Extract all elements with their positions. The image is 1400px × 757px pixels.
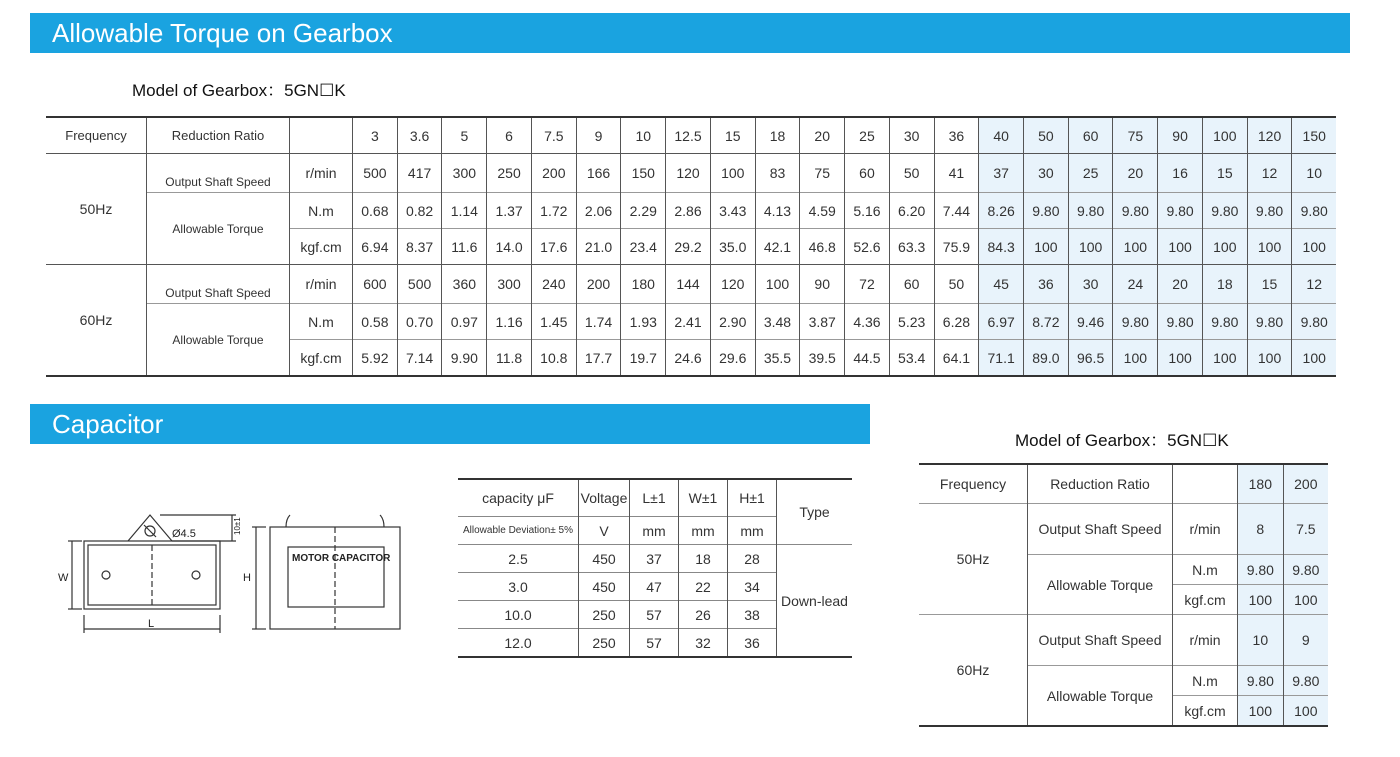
l-cell: 57 xyxy=(630,629,679,658)
value-cell: 20 xyxy=(1158,265,1203,304)
value-cell: 30 xyxy=(1024,154,1069,193)
value-cell: 36 xyxy=(1024,265,1069,304)
unit-cell: r/min xyxy=(1173,504,1238,555)
value-cell: 8.26 xyxy=(979,193,1024,229)
value-cell: 71.1 xyxy=(979,340,1024,377)
unit-cell: N.m xyxy=(290,304,353,340)
voltage-cell: 450 xyxy=(579,545,630,573)
data-row xyxy=(46,154,1336,193)
value-cell: 100 xyxy=(1292,340,1336,377)
header-reduction-ratio: Reduction Ratio xyxy=(147,117,290,154)
value-cell: 240 xyxy=(531,265,576,304)
ratio-header-cell: 3 xyxy=(353,117,398,154)
value-cell: 4.13 xyxy=(755,193,800,229)
capacitor-tab xyxy=(128,515,172,541)
value-cell: 7.14 xyxy=(397,340,442,377)
value-cell: 2.06 xyxy=(576,193,621,229)
value-cell: 10.8 xyxy=(531,340,576,377)
value-cell: 100 xyxy=(1202,340,1247,377)
value-cell: 75.9 xyxy=(934,229,979,265)
value-cell: 52.6 xyxy=(845,229,890,265)
value-cell: 250 xyxy=(487,154,532,193)
value-cell: 9.80 xyxy=(1113,193,1158,229)
value-cell: 180 xyxy=(621,265,666,304)
value-cell: 100 xyxy=(1158,229,1203,265)
ratio-header-cell: 7.5 xyxy=(531,117,576,154)
value-cell: 8.72 xyxy=(1024,304,1069,340)
capacitor-banner xyxy=(30,404,870,444)
unit-l: mm xyxy=(630,517,679,545)
ratio-header-cell: 180 xyxy=(1238,464,1284,504)
value-cell: 11.8 xyxy=(487,340,532,377)
value-cell: 24.6 xyxy=(666,340,711,377)
value-cell: 9.80 xyxy=(1202,304,1247,340)
data-row xyxy=(46,193,1336,229)
value-cell: 100 xyxy=(755,265,800,304)
value-cell: 4.59 xyxy=(800,193,845,229)
value-cell: 6.94 xyxy=(353,229,398,265)
ratio-header-cell: 10 xyxy=(621,117,666,154)
h-cell: 28 xyxy=(728,545,777,573)
value-cell: 100 xyxy=(1238,696,1284,727)
value-cell: 64.1 xyxy=(934,340,979,377)
value-cell: 150 xyxy=(621,154,666,193)
mount-hole-right-icon xyxy=(192,571,200,579)
value-cell: 9 xyxy=(1283,615,1328,666)
unit-cell: r/min xyxy=(1173,615,1238,666)
value-cell: 29.6 xyxy=(710,340,755,377)
dim-tab-label: 10±1 xyxy=(233,517,242,535)
value-cell: 3.87 xyxy=(800,304,845,340)
value-cell: 12 xyxy=(1247,154,1292,193)
value-cell: 417 xyxy=(397,154,442,193)
value-cell: 100 xyxy=(1247,340,1292,377)
value-cell: 2.29 xyxy=(621,193,666,229)
speed-label-cell: Output Shaft Speed xyxy=(1028,615,1173,666)
value-cell: 100 xyxy=(1113,229,1158,265)
value-cell: 9.80 xyxy=(1238,666,1284,696)
value-cell: 9.80 xyxy=(1247,304,1292,340)
h-cell: 34 xyxy=(728,573,777,601)
value-cell: 360 xyxy=(442,265,487,304)
value-cell: 8 xyxy=(1238,504,1284,555)
value-cell: 100 xyxy=(1068,229,1113,265)
ratio-header-cell: 120 xyxy=(1247,117,1292,154)
w-cell: 22 xyxy=(679,573,728,601)
value-cell: 5.16 xyxy=(845,193,890,229)
hole-label: Ø4.5 xyxy=(172,528,196,540)
header-deviation: Allowable Deviation± 5% xyxy=(458,517,579,545)
value-cell: 83 xyxy=(755,154,800,193)
header-unit-blank xyxy=(290,117,353,154)
value-cell: 39.5 xyxy=(800,340,845,377)
value-cell: 20 xyxy=(1113,154,1158,193)
torque-banner-title: Allowable Torque on Gearbox xyxy=(52,17,393,48)
value-cell: 25 xyxy=(1068,154,1113,193)
value-cell: 84.3 xyxy=(979,229,1024,265)
value-cell: 3.43 xyxy=(710,193,755,229)
value-cell: 90 xyxy=(800,265,845,304)
ratio-header-cell: 15 xyxy=(710,117,755,154)
value-cell: 8.37 xyxy=(397,229,442,265)
w-cell: 18 xyxy=(679,545,728,573)
voltage-cell: 450 xyxy=(579,573,630,601)
value-cell: 100 xyxy=(1292,229,1336,265)
value-cell: 1.74 xyxy=(576,304,621,340)
value-cell: 120 xyxy=(666,154,711,193)
header-h: H±1 xyxy=(728,479,777,517)
value-cell: 1.72 xyxy=(531,193,576,229)
value-cell: 1.37 xyxy=(487,193,532,229)
value-cell: 100 xyxy=(710,154,755,193)
unit-cell: N.m xyxy=(290,193,353,229)
value-cell: 100 xyxy=(1247,229,1292,265)
value-cell: 0.70 xyxy=(397,304,442,340)
unit-h: mm xyxy=(728,517,777,545)
value-cell: 9.80 xyxy=(1238,555,1284,585)
header-row xyxy=(919,464,1328,504)
value-cell: 11.6 xyxy=(442,229,487,265)
value-cell: 53.4 xyxy=(889,340,934,377)
frequency-cell: 60Hz xyxy=(919,615,1028,727)
value-cell: 96.5 xyxy=(1068,340,1113,377)
l-cell: 47 xyxy=(630,573,679,601)
value-cell: 7.44 xyxy=(934,193,979,229)
value-cell: 500 xyxy=(353,154,398,193)
value-cell: 10 xyxy=(1238,615,1284,666)
value-cell: 9.80 xyxy=(1158,304,1203,340)
value-cell: 24 xyxy=(1113,265,1158,304)
value-cell: 1.14 xyxy=(442,193,487,229)
value-cell: 30 xyxy=(1068,265,1113,304)
value-cell: 42.1 xyxy=(755,229,800,265)
torque-label-cell: Allowable Torque xyxy=(147,193,290,265)
unit-cell: kgf.cm xyxy=(1173,696,1238,727)
value-cell: 300 xyxy=(442,154,487,193)
value-cell: 21.0 xyxy=(576,229,621,265)
ratio-header-cell: 6 xyxy=(487,117,532,154)
data-row xyxy=(46,265,1336,304)
torque-label-cell: Allowable Torque xyxy=(1028,666,1173,727)
value-cell: 35.0 xyxy=(710,229,755,265)
dim-l-label: L xyxy=(148,618,155,630)
ratio-header-cell: 5 xyxy=(442,117,487,154)
value-cell: 5.92 xyxy=(353,340,398,377)
small-model-label: Model of Gearbox：5GN☐K xyxy=(1015,431,1229,450)
value-cell: 9.80 xyxy=(1292,193,1336,229)
frequency-cell: 50Hz xyxy=(919,504,1028,615)
capacitor-row xyxy=(458,545,852,573)
value-cell: 37 xyxy=(979,154,1024,193)
ratio-header-cell: 150 xyxy=(1292,117,1336,154)
value-cell: 15 xyxy=(1202,154,1247,193)
w-cell: 26 xyxy=(679,601,728,629)
value-cell: 9.46 xyxy=(1068,304,1113,340)
value-cell: 7.5 xyxy=(1283,504,1328,555)
plate-text: MOTOR CAPACITOR xyxy=(292,553,391,564)
l-cell: 37 xyxy=(630,545,679,573)
value-cell: 0.97 xyxy=(442,304,487,340)
unit-cell: r/min xyxy=(290,265,353,304)
value-cell: 4.36 xyxy=(845,304,890,340)
unit-voltage: V xyxy=(579,517,630,545)
torque-label-cell: Allowable Torque xyxy=(147,304,290,377)
value-cell: 100 xyxy=(1158,340,1203,377)
ratio-header-cell: 75 xyxy=(1113,117,1158,154)
ratio-header-cell: 30 xyxy=(889,117,934,154)
value-cell: 29.2 xyxy=(666,229,711,265)
capacitor-table xyxy=(458,478,852,658)
ratio-header-cell: 3.6 xyxy=(397,117,442,154)
frequency-cell: 50Hz xyxy=(46,154,147,265)
ratio-header-cell: 12.5 xyxy=(666,117,711,154)
value-cell: 41 xyxy=(934,154,979,193)
value-cell: 100 xyxy=(1283,696,1328,727)
value-cell: 500 xyxy=(397,265,442,304)
data-row xyxy=(919,615,1328,666)
value-cell: 200 xyxy=(576,265,621,304)
capacitor-drawing xyxy=(50,505,420,645)
l-cell: 57 xyxy=(630,601,679,629)
value-cell: 100 xyxy=(1113,340,1158,377)
capacity-cell: 2.5 xyxy=(458,545,579,573)
ratio-header-cell: 60 xyxy=(1068,117,1113,154)
ratio-header-cell: 9 xyxy=(576,117,621,154)
value-cell: 14.0 xyxy=(487,229,532,265)
value-cell: 45 xyxy=(979,265,1024,304)
value-cell: 63.3 xyxy=(889,229,934,265)
value-cell: 2.90 xyxy=(710,304,755,340)
type-cell: Down-lead xyxy=(777,545,853,658)
header-unit-blank xyxy=(1173,464,1238,504)
value-cell: 9.80 xyxy=(1202,193,1247,229)
header-w: W±1 xyxy=(679,479,728,517)
value-cell: 200 xyxy=(531,154,576,193)
ratio-header-cell: 50 xyxy=(1024,117,1069,154)
value-cell: 120 xyxy=(710,265,755,304)
value-cell: 0.82 xyxy=(397,193,442,229)
value-cell: 100 xyxy=(1202,229,1247,265)
value-cell: 15 xyxy=(1247,265,1292,304)
value-cell: 19.7 xyxy=(621,340,666,377)
ratio-header-cell: 200 xyxy=(1283,464,1328,504)
unit-cell: r/min xyxy=(290,154,353,193)
header-type: Type xyxy=(777,479,853,545)
header-l: L±1 xyxy=(630,479,679,517)
torque-model-label: Model of Gearbox：5GN☐K xyxy=(132,81,346,100)
value-cell: 89.0 xyxy=(1024,340,1069,377)
header-frequency: Frequency xyxy=(46,117,147,154)
value-cell: 50 xyxy=(934,265,979,304)
value-cell: 18 xyxy=(1202,265,1247,304)
header-frequency: Frequency xyxy=(919,464,1028,504)
value-cell: 9.80 xyxy=(1113,304,1158,340)
value-cell: 6.28 xyxy=(934,304,979,340)
value-cell: 9.80 xyxy=(1283,666,1328,696)
torque-banner xyxy=(30,13,1350,53)
header-capacity: capacity μF xyxy=(458,479,579,517)
value-cell: 144 xyxy=(666,265,711,304)
torque-label-cell: Allowable Torque xyxy=(1028,555,1173,615)
value-cell: 46.8 xyxy=(800,229,845,265)
value-cell: 6.20 xyxy=(889,193,934,229)
value-cell: 17.6 xyxy=(531,229,576,265)
header-reduction-ratio: Reduction Ratio xyxy=(1028,464,1173,504)
value-cell: 72 xyxy=(845,265,890,304)
header-row xyxy=(458,479,852,517)
value-cell: 100 xyxy=(1024,229,1069,265)
value-cell: 75 xyxy=(800,154,845,193)
value-cell: 60 xyxy=(845,154,890,193)
ratio-header-cell: 18 xyxy=(755,117,800,154)
voltage-cell: 250 xyxy=(579,601,630,629)
value-cell: 2.86 xyxy=(666,193,711,229)
capacity-cell: 12.0 xyxy=(458,629,579,658)
value-cell: 9.80 xyxy=(1024,193,1069,229)
speed-label-cell: Output Shaft Speed xyxy=(147,265,290,304)
value-cell: 50 xyxy=(889,154,934,193)
value-cell: 12 xyxy=(1292,265,1336,304)
capacity-cell: 10.0 xyxy=(458,601,579,629)
mount-hole-left-icon xyxy=(102,571,110,579)
unit-w: mm xyxy=(679,517,728,545)
dim-w-label: W xyxy=(58,572,69,584)
value-cell: 16 xyxy=(1158,154,1203,193)
value-cell: 6.97 xyxy=(979,304,1024,340)
speed-label-cell: Output Shaft Speed xyxy=(147,154,290,193)
ratio-header-cell: 90 xyxy=(1158,117,1203,154)
value-cell: 2.41 xyxy=(666,304,711,340)
unit-cell: kgf.cm xyxy=(290,340,353,377)
unit-cell: N.m xyxy=(1173,555,1238,585)
capacity-cell: 3.0 xyxy=(458,573,579,601)
value-cell: 1.16 xyxy=(487,304,532,340)
unit-cell: kgf.cm xyxy=(1173,585,1238,615)
frequency-cell: 60Hz xyxy=(46,265,147,377)
torque-table xyxy=(46,116,1336,377)
value-cell: 0.68 xyxy=(353,193,398,229)
dim-h-label: H xyxy=(243,572,251,584)
ratio-header-cell: 20 xyxy=(800,117,845,154)
value-cell: 1.93 xyxy=(621,304,666,340)
value-cell: 5.23 xyxy=(889,304,934,340)
value-cell: 1.45 xyxy=(531,304,576,340)
value-cell: 9.80 xyxy=(1247,193,1292,229)
ratio-header-cell: 40 xyxy=(979,117,1024,154)
data-row xyxy=(46,304,1336,340)
unit-cell: kgf.cm xyxy=(290,229,353,265)
value-cell: 166 xyxy=(576,154,621,193)
ratio-header-cell: 25 xyxy=(845,117,890,154)
h-cell: 36 xyxy=(728,629,777,658)
ratio-header-cell: 100 xyxy=(1202,117,1247,154)
w-cell: 32 xyxy=(679,629,728,658)
h-cell: 38 xyxy=(728,601,777,629)
value-cell: 9.80 xyxy=(1158,193,1203,229)
value-cell: 17.7 xyxy=(576,340,621,377)
value-cell: 100 xyxy=(1283,585,1328,615)
value-cell: 600 xyxy=(353,265,398,304)
value-cell: 9.90 xyxy=(442,340,487,377)
value-cell: 35.5 xyxy=(755,340,800,377)
unit-cell: N.m xyxy=(1173,666,1238,696)
data-row xyxy=(919,504,1328,555)
value-cell: 3.48 xyxy=(755,304,800,340)
value-cell: 0.58 xyxy=(353,304,398,340)
value-cell: 300 xyxy=(487,265,532,304)
value-cell: 100 xyxy=(1238,585,1284,615)
speed-label-cell: Output Shaft Speed xyxy=(1028,504,1173,555)
header-voltage: Voltage xyxy=(579,479,630,517)
small-torque-table xyxy=(919,463,1328,727)
voltage-cell: 250 xyxy=(579,629,630,658)
value-cell: 44.5 xyxy=(845,340,890,377)
value-cell: 60 xyxy=(889,265,934,304)
ratio-header-cell: 36 xyxy=(934,117,979,154)
capacitor-banner-title: Capacitor xyxy=(52,408,164,439)
value-cell: 9.80 xyxy=(1292,304,1336,340)
value-cell: 9.80 xyxy=(1068,193,1113,229)
value-cell: 10 xyxy=(1292,154,1336,193)
value-cell: 9.80 xyxy=(1283,555,1328,585)
header-row xyxy=(46,117,1336,154)
value-cell: 23.4 xyxy=(621,229,666,265)
